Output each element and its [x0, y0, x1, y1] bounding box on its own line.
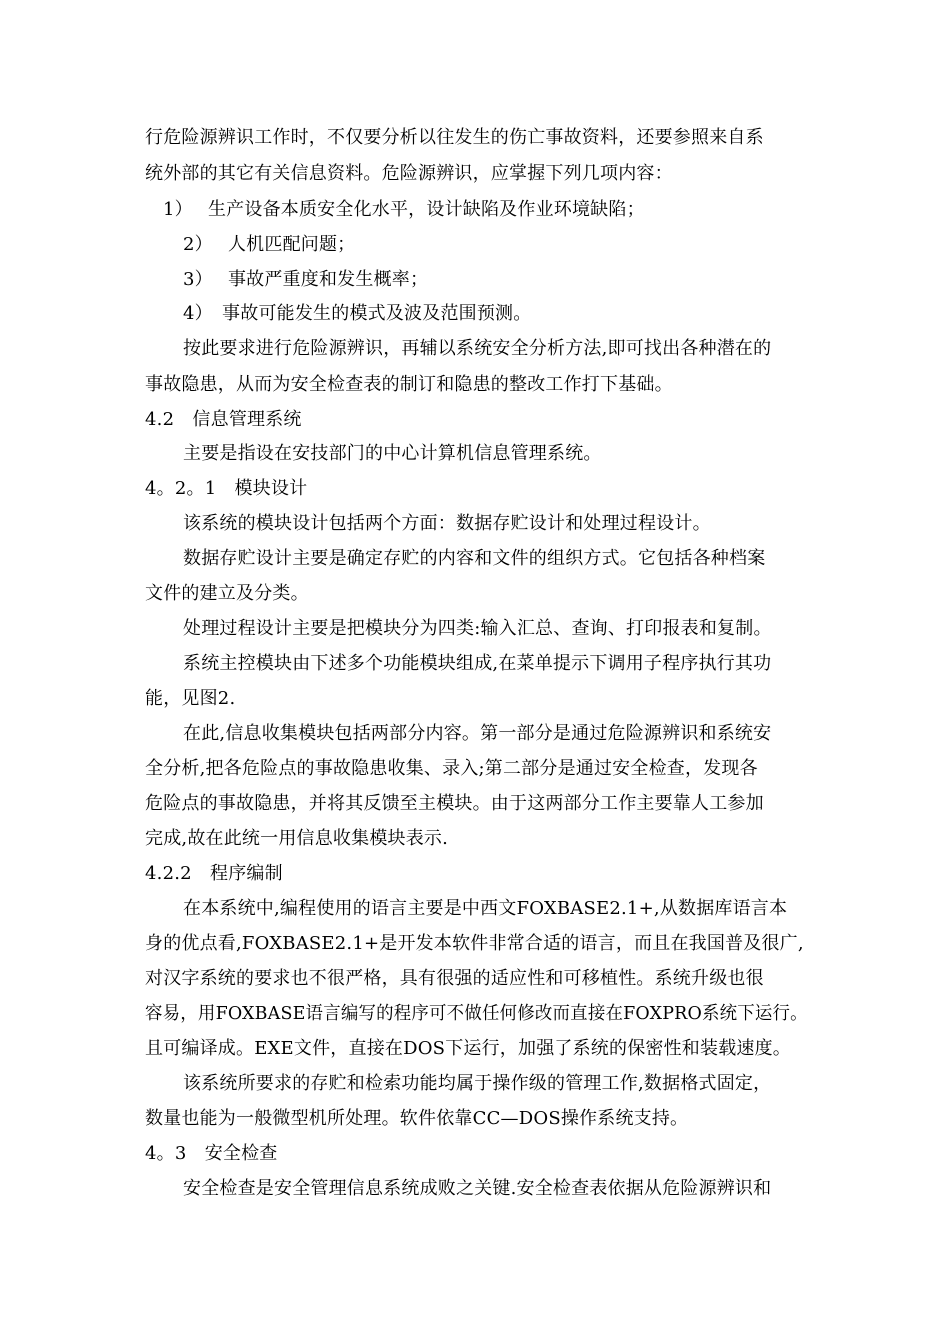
paragraph-line: 处理过程设计主要是把模块分为四类:输入汇总、查询、打印报表和复制。 — [183, 618, 772, 639]
paragraph-line: 能，见图2. — [145, 688, 236, 709]
list-item: 3） 事故严重度和发生概率； — [183, 269, 429, 290]
section-heading: 4.2.2 程序编制 — [145, 863, 283, 884]
paragraph-line: 对汉字系统的要求也不很严格，具有很强的适应性和可移植性。系统升级也很 — [145, 968, 764, 989]
paragraph-line: 安全检查是安全管理信息系统成败之关键.安全检查表依据从危险源辨识和 — [183, 1178, 772, 1199]
paragraph-line: 容易，用FOXBASE语言编写的程序可不做任何修改而直接在FOXPRO系统下运行。 — [145, 1003, 808, 1024]
paragraph-line: 行危险源辨识工作时，不仅要分析以往发生的伤亡事故资料，还要参照来自系 — [145, 127, 764, 148]
section-heading: 4。3 安全检查 — [145, 1143, 278, 1164]
paragraph-line: 数据存贮设计主要是确定存贮的内容和文件的组织方式。它包括各种档案 — [183, 548, 766, 569]
paragraph-line: 数量也能为一般微型机所处理。软件依靠CC—DOS操作系统支持。 — [145, 1108, 689, 1129]
paragraph-line: 该系统的模块设计包括两个方面：数据存贮设计和处理过程设计。 — [183, 513, 711, 534]
paragraph-line: 全分析,把各危险点的事故隐患收集、录入;第二部分是通过安全检查，发现各 — [145, 758, 758, 779]
section-heading: 4。2。1 模块设计 — [145, 478, 308, 499]
list-item: 2） 人机匹配问题； — [183, 234, 356, 255]
paragraph-line: 主要是指设在安技部门的中心计算机信息管理系统。 — [183, 443, 602, 464]
paragraph-line: 危险点的事故隐患，并将其反馈至主模块。由于这两部分工作主要靠人工参加 — [145, 793, 764, 814]
paragraph-line: 按此要求进行危险源辨识，再辅以系统安全分析方法,即可找出各种潜在的 — [183, 338, 772, 359]
paragraph-line: 身的优点看,FOXBASE2.1+是开发本软件非常合适的语言，而且在我国普及很广, — [145, 933, 804, 954]
paragraph-line: 且可编译成。EXE文件，直接在DOS下运行，加强了系统的保密性和装载速度。 — [145, 1038, 792, 1059]
section-heading: 4.2 信息管理系统 — [145, 409, 302, 430]
paragraph-line: 事故隐患，从而为安全检查表的制订和隐患的整改工作打下基础。 — [145, 374, 673, 395]
paragraph-line: 统外部的其它有关信息资料。危险源辨识，应掌握下列几项内容： — [145, 163, 673, 184]
paragraph-line: 在本系统中,编程使用的语言主要是中西文FOXBASE2.1+,从数据库语言本 — [183, 898, 788, 919]
paragraph-line: 系统主控模块由下述多个功能模块组成,在菜单提示下调用子程序执行其功 — [183, 653, 772, 674]
paragraph-line: 完成,故在此统一用信息收集模块表示. — [145, 828, 449, 849]
paragraph-line: 在此,信息收集模块包括两部分内容。第一部分是通过危险源辨识和系统安 — [183, 723, 772, 744]
paragraph-line: 文件的建立及分类。 — [145, 583, 309, 604]
paragraph-line: 该系统所要求的存贮和检索功能均属于操作级的管理工作,数据格式固定， — [183, 1073, 772, 1094]
list-item: 1） 生产设备本质安全化水平，设计缺陷及作业环境缺陷； — [163, 199, 645, 220]
list-item: 4） 事故可能发生的模式及波及范围预测。 — [183, 303, 532, 324]
